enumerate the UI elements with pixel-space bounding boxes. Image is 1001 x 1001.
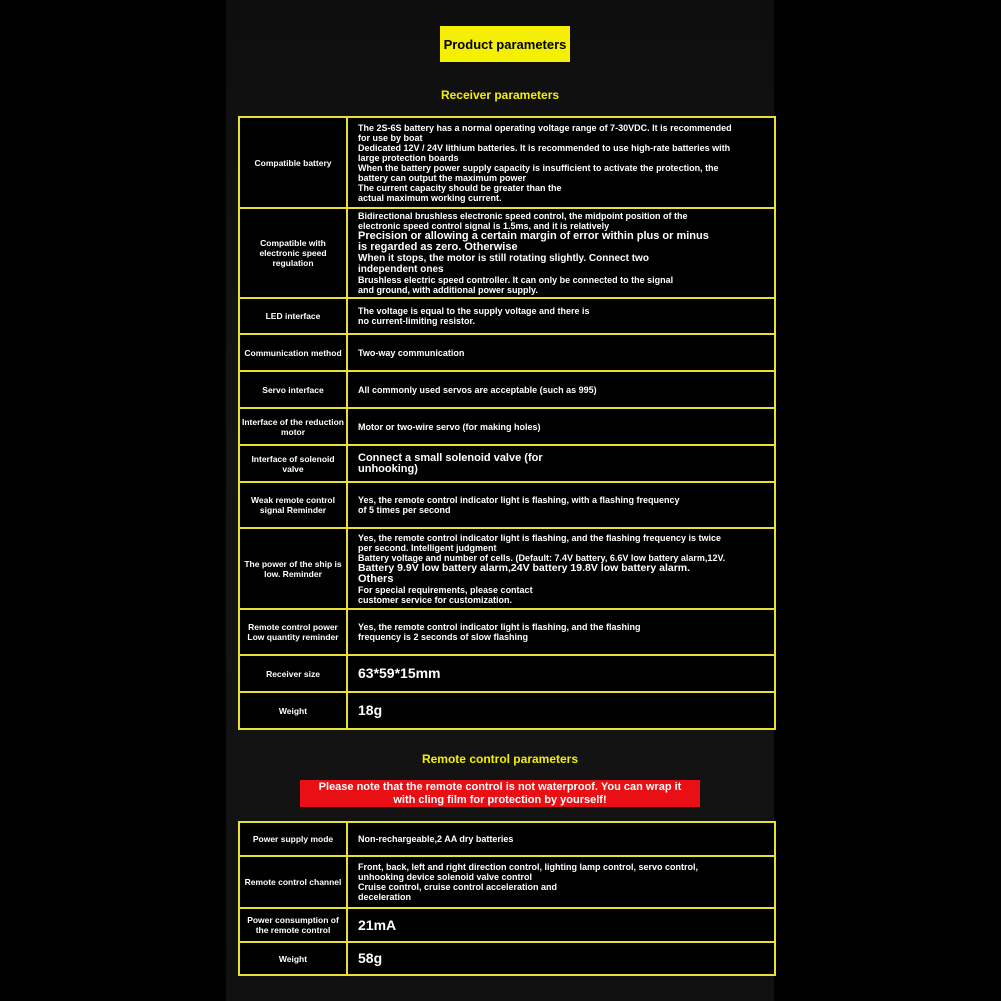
row-label: Servo interface (239, 371, 347, 408)
row-label: Interface of the reduction motor (239, 408, 347, 445)
value-line: The voltage is equal to the supply voltage and there is (358, 306, 590, 316)
value-line: Battery 9.9V low battery alarm,24V battery 19.8V low battery alarm. (358, 561, 691, 574)
table-row (239, 609, 775, 655)
row-value (347, 609, 775, 655)
value-line: Dedicated 12V / 24V lithium batteries. It is recommended to use high-rate batteries with (358, 142, 731, 153)
table-row (239, 408, 775, 445)
table-row (239, 117, 775, 208)
table-row (239, 445, 775, 482)
value-line: For special requirements, please contact (358, 584, 533, 595)
row-label: Power supply mode (239, 822, 347, 856)
value-line: large protection boards (358, 152, 459, 163)
value-line: Two-way communication (358, 347, 465, 358)
value-line: actual maximum working current. (358, 192, 502, 203)
remote-heading: Remote control parameters (421, 752, 579, 766)
row-label: Compatible with electronic speed regulation (239, 208, 347, 298)
value-line: 21mA (358, 916, 397, 933)
value-line: customer service for customization. (358, 594, 513, 605)
page-title: Product parameters (440, 26, 570, 62)
row-label: Power consumption of the remote control (239, 908, 347, 942)
value-line: The current capacity should be greater than the (358, 182, 562, 193)
row-value (347, 692, 775, 729)
value-line: frequency is 2 seconds of slow flashing (358, 632, 529, 642)
row-value (347, 208, 775, 298)
value-line: The 2S-6S battery has a normal operating voltage range of 7-30VDC. It is recommended (358, 122, 732, 133)
receiver-parameters-table (238, 116, 776, 730)
value-line: no current-limiting resistor. (358, 316, 476, 326)
table-row (239, 371, 775, 408)
value-line: Motor or two-wire servo (for making holes) (358, 421, 541, 432)
notice-line: Please note that the remote control is not waterproof. You can wrap it (318, 780, 682, 793)
waterproof-notice (300, 780, 700, 807)
table-row (239, 528, 775, 609)
value-line: Yes, the remote control indicator light is flashing, and the flashing frequency is twice (358, 532, 722, 543)
value-line: Battery voltage and number of cells. (Default: 7.4V battery, 6.6V low battery alarm,12V. (358, 552, 726, 563)
table-row (239, 655, 775, 692)
row-value (347, 942, 775, 975)
value-line: Non-rechargeable,2 AA dry batteries (358, 834, 514, 844)
row-label: Compatible battery (239, 117, 347, 208)
table-row (239, 208, 775, 298)
row-label: LED interface (239, 298, 347, 334)
value-line: 18g (358, 702, 383, 718)
value-line: All commonly used servos are acceptable (such as 995) (358, 384, 597, 395)
value-line: When the battery power supply capacity is insufficient to activate the protection, the (358, 162, 719, 173)
value-line: unhooking device solenoid valve control (358, 872, 533, 882)
value-line: battery can output the maximum power (358, 172, 527, 183)
value-line: Precision or allowing a certain margin of error within plus or minus (358, 230, 709, 242)
row-label: Interface of solenoid valve (239, 445, 347, 482)
value-line: When it stops, the motor is still rotating slightly. Connect two (358, 253, 649, 264)
value-line: 63*59*15mm (358, 665, 441, 681)
remote-parameters-table (238, 821, 776, 976)
table-row (239, 856, 775, 908)
row-value (347, 528, 775, 609)
value-line: Cruise control, cruise control acceleration and (358, 882, 558, 892)
table-row (239, 822, 775, 856)
value-line: Bidirectional brushless electronic speed control, the midpoint position of the (358, 211, 688, 221)
table-row (239, 908, 775, 942)
row-label: Weak remote control signal Reminder (239, 482, 347, 528)
value-line: and ground, with additional power supply. (358, 285, 538, 295)
row-value (347, 822, 775, 856)
row-value (347, 655, 775, 692)
row-label: Remote control channel (239, 856, 347, 908)
value-line: independent ones (358, 264, 444, 275)
row-value (347, 334, 775, 371)
value-line: Yes, the remote control indicator light is flashing, with a flashing frequency (358, 495, 680, 505)
row-value (347, 445, 775, 482)
row-value (347, 408, 775, 445)
table-row (239, 692, 775, 729)
row-value (347, 482, 775, 528)
table-row (239, 942, 775, 975)
value-line: Front, back, left and right direction control, lighting lamp control, servo control, (358, 862, 699, 872)
row-value (347, 856, 775, 908)
value-line: electronic speed control signal is 1.5ms, and it is relatively (358, 221, 610, 231)
row-value (347, 908, 775, 942)
row-label: The power of the ship is low. Reminder (239, 528, 347, 609)
table-row (239, 334, 775, 371)
notice-line: with cling film for protection by yourself! (393, 793, 607, 806)
value-line: Brushless electric speed controller. It can only be connected to the signal (358, 275, 674, 285)
table-row (239, 298, 775, 334)
value-line: per second. Intelligent judgment (358, 542, 497, 553)
value-line: 58g (358, 950, 383, 966)
table-row (239, 482, 775, 528)
value-line: deceleration (358, 892, 412, 902)
row-label: Communication method (239, 334, 347, 371)
value-line: is regarded as zero. Otherwise (358, 241, 518, 253)
value-line: for use by boat (358, 132, 423, 143)
value-line: of 5 times per second (358, 505, 451, 515)
value-line: Connect a small solenoid valve (for (358, 451, 543, 464)
value-line: Others (358, 572, 394, 585)
row-label: Remote control power Low quantity reminder (239, 609, 347, 655)
row-value (347, 371, 775, 408)
row-value (347, 117, 775, 208)
row-value (347, 298, 775, 334)
receiver-heading: Receiver parameters (440, 88, 560, 102)
value-line: unhooking) (358, 462, 418, 475)
row-label: Receiver size (239, 655, 347, 692)
row-label: Weight (239, 942, 347, 975)
row-label: Weight (239, 692, 347, 729)
value-line: Yes, the remote control indicator light is flashing, and the flashing (358, 622, 641, 632)
